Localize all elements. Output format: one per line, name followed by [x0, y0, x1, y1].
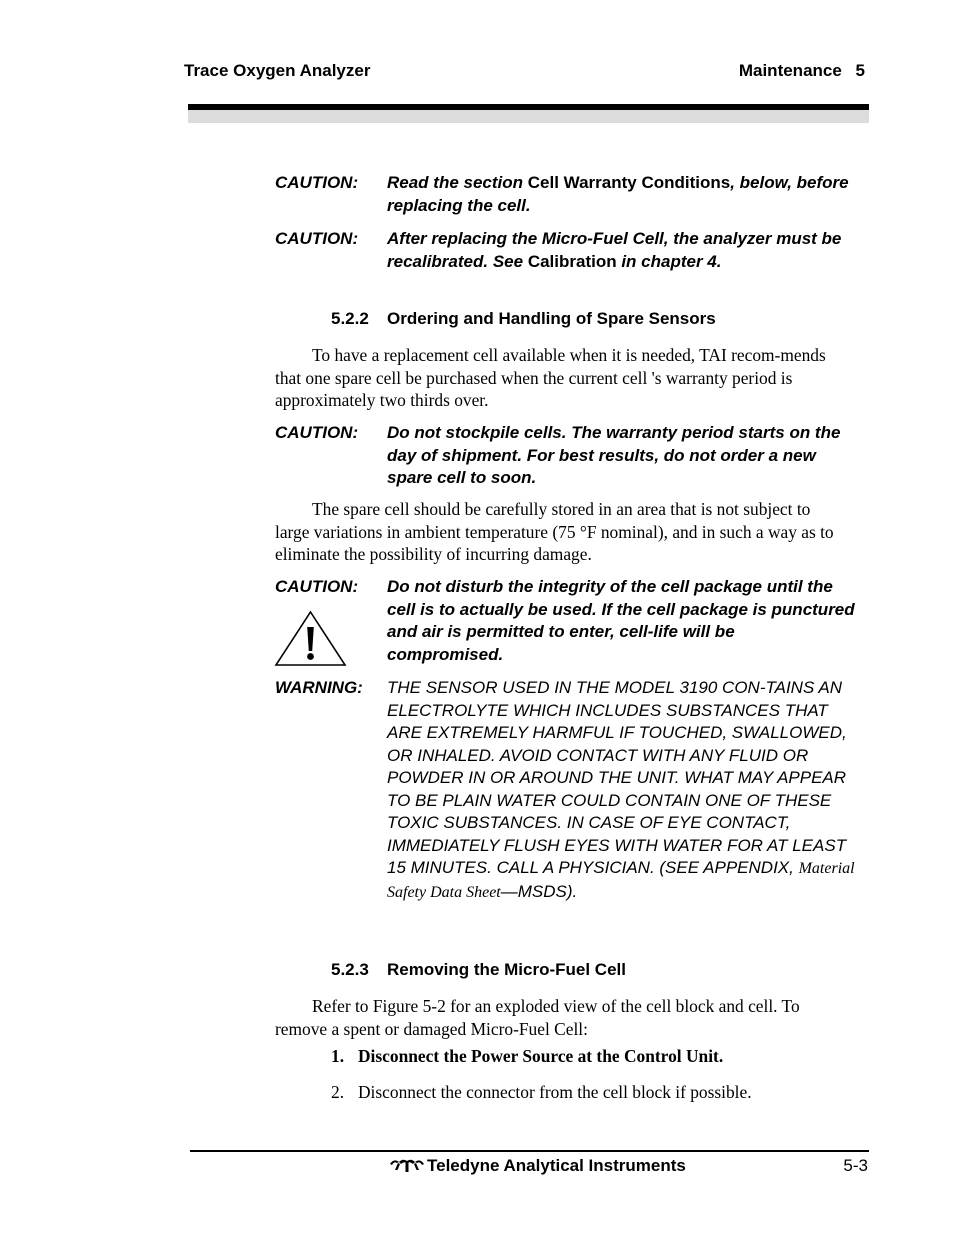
body-paragraph-1: To have a replacement cell available when it is needed, TAI recom-mends that one spare cell be purchased when the current cell 's warranty period is approximately two thirds over. [275, 345, 826, 410]
section-number: 5.2.3 [331, 960, 369, 979]
document-title: Trace Oxygen Analyzer [184, 61, 371, 80]
caution-note-1 [275, 172, 855, 217]
caution-text: Do not disturb the integrity of the cell package until the cell is to actually be used. If the cell package is punctured and air is permitted to enter, cell-life will be compromised. [387, 577, 855, 664]
caution-label: CAUTION: [275, 229, 359, 248]
step-text: Disconnect the Power Source at the Control Unit. [358, 1046, 724, 1066]
section-reference: Calibration [527, 251, 617, 271]
warning-text: THE SENSOR USED IN THE MODEL 3190 CON-TAINS AN ELECTROLYTE WHICH INCLUDES SUBSTANCES THAT ARE EXTREMELY HARMFUL IF TOUCHED, SWALLOWED, OR INHALED. AVOID CONTACT WITH ANY FLUID OR POWDER IN OR AROUND THE UNIT. WHAT MAY APPEAR TO BE PLAIN WATER COULD CONTAIN ONE OF THESE TOXIC SUBSTANCES. IN CASE OF EYE CONTACT, IMMEDIATELY FLUSH EYES WITH WATER FOR AT LEAST 15 MINUTES. CALL A PHYSICIAN. (SEE APPENDIX, Material Safety Data Sheet—MSDS). [387, 678, 855, 901]
caution-note-3 [275, 422, 855, 490]
header-shade [188, 110, 869, 123]
chapter-label: Maintenance 5 [738, 61, 865, 80]
step-number: 1. [331, 1046, 345, 1066]
warning-label: WARNING: [275, 678, 363, 697]
caution-text: After replacing the Micro-Fuel Cell, the analyzer must be recalibrated. See Calibration in chapter 4. [387, 229, 842, 271]
caution-note-2 [275, 228, 855, 273]
caution-text: Do not stockpile cells. The warranty period starts on the day of shipment. For best results, do not order a new spare cell to soon. [387, 423, 841, 487]
warning-note [275, 677, 855, 904]
teledyne-logo-icon [389, 1157, 425, 1173]
footer-company: Teledyne Analytical Instruments [427, 1156, 686, 1175]
caution-label: CAUTION: [275, 173, 359, 192]
section-reference: Cell Warranty Conditions [527, 173, 731, 192]
step-text: Disconnect the connector from the cell block if possible. [358, 1082, 752, 1102]
appendix-reference: Material Safety Data Sheet [387, 860, 855, 901]
procedure-step-2 [331, 1082, 752, 1103]
body-paragraph-3: Refer to Figure 5-2 for an exploded view of the cell block and cell. To remove a spent or damaged Micro-Fuel Cell: [275, 996, 800, 1039]
procedure-step-1 [331, 1046, 723, 1067]
step-number: 2. [331, 1082, 345, 1102]
section-heading-5-2-2 [331, 309, 716, 329]
caution-text: Read the section Cell Warranty Conditions, below, before replacing the cell. [387, 173, 849, 215]
caution-note-4 [275, 576, 855, 666]
caution-label: CAUTION: [275, 577, 359, 596]
section-title: Ordering and Handling of Spare Sensors [387, 309, 716, 328]
caution-label: CAUTION: [275, 423, 359, 442]
section-title: Removing the Micro-Fuel Cell [387, 960, 626, 979]
section-heading-5-2-3 [331, 960, 626, 980]
warning-triangle-icon [274, 610, 347, 667]
footer-rule [190, 1150, 869, 1152]
body-paragraph-2: The spare cell should be carefully stored in an area that is not subject to large variations in ambient temperature (75 °F nominal), and in such a way as to eliminate the possibility of incurring damage. [275, 499, 834, 564]
page-number: 5-3 [843, 1156, 868, 1175]
section-number: 5.2.2 [331, 309, 369, 328]
